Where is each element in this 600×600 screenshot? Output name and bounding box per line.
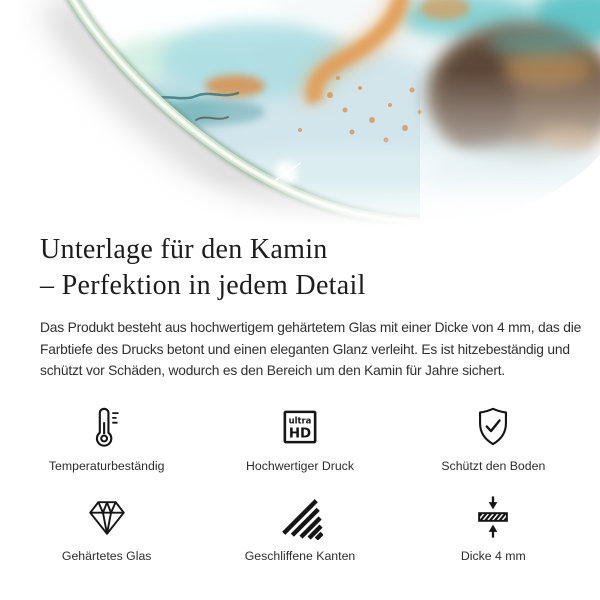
feature-label: Gehärtetes Glas xyxy=(61,548,152,563)
feature-label: Geschliffene Kanten xyxy=(244,548,356,563)
product-description xyxy=(40,317,582,382)
feature-print-quality xyxy=(203,404,396,474)
title-line-2: – Perfektion in jedem Detail xyxy=(40,270,366,301)
feature-label: Schützt den Boden xyxy=(441,458,546,473)
description-line: Das Produkt besteht aus hochwertigem gehärtetem Glas mit einer Dicke von 4 mm, das die xyxy=(40,320,582,335)
feature-floor-protection xyxy=(397,404,590,474)
fade-bottom xyxy=(0,178,600,226)
title-line-1: Unterlage für den Kamin xyxy=(40,234,328,265)
thickness-icon xyxy=(470,494,516,540)
description-section xyxy=(0,232,600,382)
diamond-icon xyxy=(84,494,130,540)
shield-check-icon xyxy=(470,404,516,450)
feature-label: Hochwertiger Druck xyxy=(246,458,354,473)
ultra-hd-icon xyxy=(277,404,323,450)
feature-polished-edges xyxy=(203,494,396,564)
glass-panel-illustration xyxy=(0,0,600,226)
feature-tempered-glass xyxy=(10,494,203,564)
feature-label: Dicke 4 mm xyxy=(460,548,526,563)
svg-text:ultra: ultra xyxy=(288,415,312,426)
polished-edges-icon xyxy=(277,494,323,540)
description-line: schützt vor Schäden, wodurch es den Bereich um den Kamin für Jahre sichert. xyxy=(40,363,506,378)
feature-grid xyxy=(0,404,600,564)
product-image xyxy=(0,0,600,226)
feature-temperature xyxy=(10,404,203,474)
description-line: Farbtiefe des Drucks betont und einen eleganten Glanz verleiht. Es ist hitzebeständig und xyxy=(40,341,570,357)
thermometer-icon xyxy=(84,404,130,450)
feature-thickness xyxy=(397,494,590,564)
feature-label: Temperaturbeständig xyxy=(48,458,165,473)
svg-text:HD: HD xyxy=(288,426,312,442)
page-title xyxy=(40,232,560,304)
